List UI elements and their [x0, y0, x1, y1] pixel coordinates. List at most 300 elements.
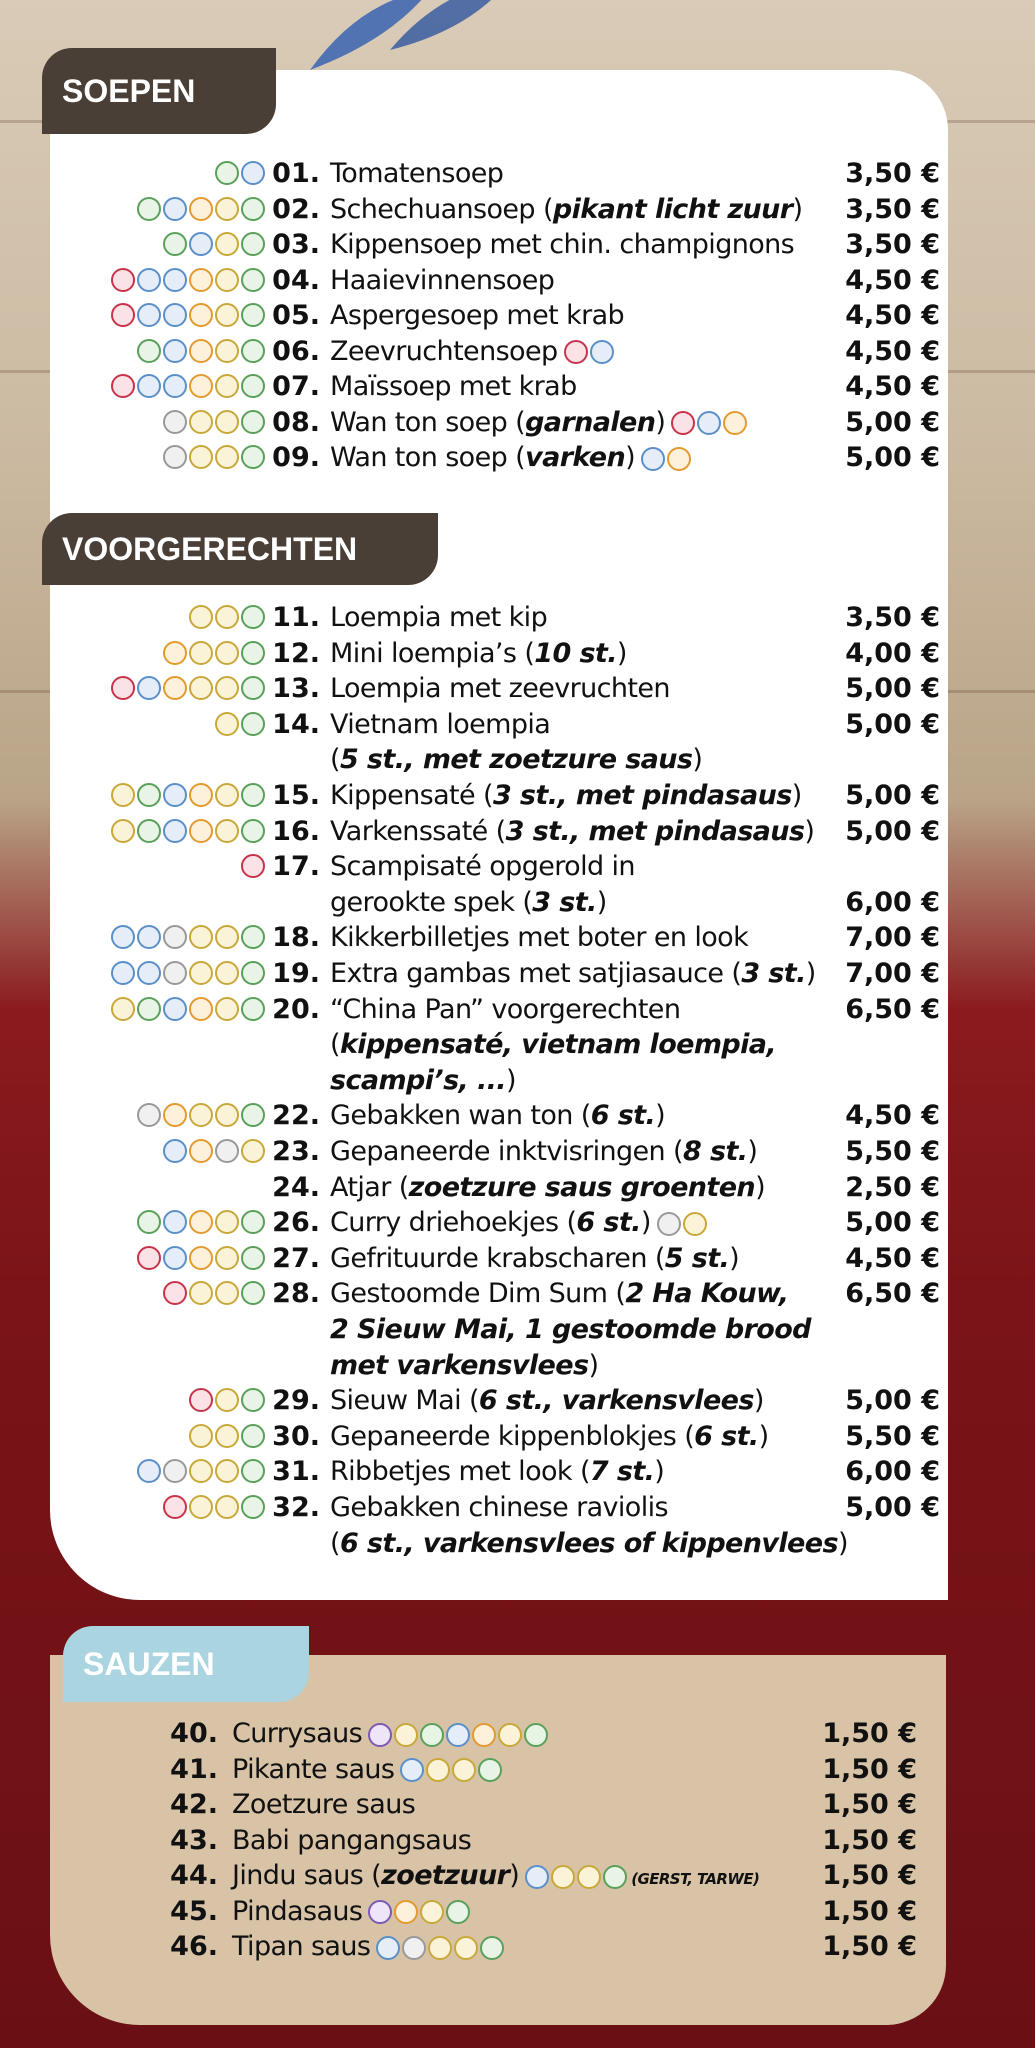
item-name	[330, 335, 614, 369]
item-name-text: gerookte spek (	[330, 886, 533, 918]
item-number: 43.	[170, 1824, 218, 1856]
menu-item-row	[0, 299, 1035, 333]
allergen-icon	[241, 676, 265, 700]
allergen-icons	[137, 1246, 265, 1272]
menu-item-row	[0, 1717, 1035, 1751]
menu-item-row	[0, 1824, 1035, 1858]
item-name-text: Aspergesoep met krab	[330, 300, 625, 331]
allergen-icon	[215, 410, 239, 434]
item-name-rest: )	[509, 1860, 520, 1891]
item-name	[330, 1099, 665, 1133]
allergen-icon	[189, 197, 213, 221]
allergen-icon	[215, 712, 239, 736]
item-name	[330, 1206, 707, 1240]
item-detail: varken	[525, 442, 626, 473]
item-price: 1,50 €	[822, 1895, 917, 1927]
menu-item-row	[0, 1420, 1035, 1454]
allergen-icon	[137, 1103, 161, 1127]
item-number: 04.	[272, 264, 320, 296]
allergen-icons	[215, 161, 265, 187]
allergen-icon	[163, 1459, 187, 1483]
allergen-icons	[137, 1103, 265, 1129]
allergen-icon	[163, 445, 187, 469]
allergen-icons	[163, 445, 265, 471]
item-detail: scampi’s, ...	[330, 1064, 506, 1096]
item-name	[330, 1135, 757, 1169]
allergen-icons	[111, 303, 265, 329]
item-name	[330, 1384, 764, 1418]
allergen-icon	[137, 997, 161, 1021]
allergen-icons	[111, 925, 265, 951]
item-price: 5,00 €	[845, 1385, 940, 1417]
menu-item-row	[0, 1313, 1035, 1347]
allergen-icon	[241, 997, 265, 1021]
allergen-icon	[137, 676, 161, 700]
item-price: 5,00 €	[845, 780, 940, 811]
item-name	[330, 1527, 848, 1561]
item-name-text: Wan ton soep (	[330, 442, 526, 473]
allergen-icon	[241, 605, 265, 629]
leaf-decoration	[300, 0, 520, 70]
menu-item-row	[0, 850, 1035, 884]
item-name-rest: )	[655, 1100, 666, 1132]
allergen-icon	[215, 925, 239, 949]
menu-item-row	[0, 957, 1035, 991]
item-number: 01.	[272, 158, 320, 189]
allergen-icon	[215, 819, 239, 843]
item-name	[330, 743, 702, 777]
allergen-icons	[137, 1210, 265, 1236]
allergen-icon	[189, 445, 213, 469]
item-name-text: Zeevruchtensoep	[330, 335, 558, 367]
menu-item-row	[0, 1206, 1035, 1240]
item-number: 40.	[170, 1718, 218, 1749]
item-name-rest: )	[792, 193, 803, 225]
allergen-icon	[446, 1723, 470, 1747]
item-number: 24.	[272, 1171, 320, 1203]
menu-item-row	[0, 708, 1035, 742]
allergen-icon	[189, 1246, 213, 1270]
allergen-icon	[241, 712, 265, 736]
item-name	[232, 1895, 470, 1929]
item-name-text: Gepaneerde inktvisringen (	[330, 1136, 683, 1167]
allergen-icon	[241, 641, 265, 665]
allergen-icon	[241, 303, 265, 327]
item-price: 4,00 €	[845, 637, 940, 669]
item-detail: met varkensvlees	[330, 1349, 589, 1381]
allergen-icon	[189, 1459, 213, 1483]
menu-item-row	[0, 1859, 1035, 1893]
allergen-icon	[189, 1281, 213, 1305]
item-name-text: Gebakken chinese raviolis	[330, 1492, 668, 1523]
item-price: 5,50 €	[845, 1420, 940, 1452]
allergen-icons	[111, 997, 265, 1023]
item-name	[330, 637, 627, 671]
allergen-icon	[215, 161, 239, 185]
item-name	[232, 1930, 504, 1964]
item-number: 08.	[272, 406, 320, 438]
menu-item-row	[0, 441, 1035, 475]
allergen-icon	[215, 1246, 239, 1270]
item-name-text: Kippensoep met chin. champignons	[330, 229, 795, 260]
allergen-icon	[428, 1936, 452, 1960]
allergen-icon	[697, 411, 721, 435]
allergen-icon	[163, 1139, 187, 1163]
allergen-icon	[452, 1758, 476, 1782]
item-detail: 3 st.	[532, 886, 597, 918]
item-number: 07.	[272, 371, 320, 402]
allergen-icon	[163, 303, 187, 327]
menu-item-row	[0, 815, 1035, 849]
allergen-icon	[215, 232, 239, 256]
item-name	[330, 921, 748, 955]
allergen-icon	[189, 268, 213, 292]
item-name	[330, 815, 814, 849]
allergen-icon	[241, 925, 265, 949]
allergen-icon	[163, 961, 187, 985]
allergen-icon	[400, 1758, 424, 1782]
allergen-icons	[241, 854, 265, 880]
allergen-icon	[111, 819, 135, 843]
item-number: 23.	[272, 1136, 320, 1167]
allergen-icon	[163, 1495, 187, 1519]
item-price: 1,50 €	[822, 1753, 917, 1785]
allergen-icons	[163, 641, 265, 667]
allergen-icon	[163, 197, 187, 221]
item-name-text: Ribbetjes met look (	[330, 1456, 590, 1488]
allergen-icon	[402, 1936, 426, 1960]
allergen-icons	[189, 605, 265, 631]
item-number: 15.	[272, 780, 320, 811]
item-number: 13.	[272, 673, 320, 705]
menu-item-row	[0, 264, 1035, 298]
item-number: 05.	[272, 300, 320, 331]
allergen-icon	[480, 1936, 504, 1960]
item-number: 19.	[272, 958, 320, 989]
allergen-icons-inline	[400, 1758, 502, 1782]
item-detail: 10 st.	[534, 637, 617, 669]
item-price: 1,50 €	[822, 1824, 917, 1856]
menu-item-row	[0, 601, 1035, 635]
allergen-icon	[241, 374, 265, 398]
allergen-icon	[189, 1139, 213, 1163]
allergen-icon	[189, 676, 213, 700]
menu-item-row	[0, 335, 1035, 369]
allergen-icon	[163, 410, 187, 434]
menu-item-row	[0, 921, 1035, 955]
item-price: 4,50 €	[845, 371, 940, 402]
item-number: 44.	[170, 1860, 218, 1891]
item-number: 28.	[272, 1278, 320, 1310]
allergen-icon	[163, 374, 187, 398]
menu-item-row	[0, 1349, 1035, 1383]
item-number: 18.	[272, 922, 320, 954]
item-name-text: Varkenssaté (	[330, 815, 506, 847]
allergen-icon	[189, 819, 213, 843]
allergen-icon	[215, 1103, 239, 1127]
menu-item-row	[0, 886, 1035, 920]
item-price: 4,50 €	[845, 1242, 940, 1274]
allergen-icon	[215, 1139, 239, 1163]
section-header-soepen: SOEPEN	[42, 48, 276, 134]
allergen-icons-inline	[525, 1865, 627, 1889]
allergen-icon	[163, 232, 187, 256]
allergen-icon	[163, 1246, 187, 1270]
item-name-rest: )	[505, 1064, 516, 1096]
allergen-icon	[137, 268, 161, 292]
menu-item-row	[0, 1527, 1035, 1561]
allergen-icon	[426, 1758, 450, 1782]
allergen-icons	[163, 1139, 265, 1165]
item-detail: kippensaté, vietnam loempia,	[339, 1029, 777, 1061]
allergen-icon	[189, 374, 213, 398]
allergen-icon	[215, 374, 239, 398]
item-price: 5,00 €	[845, 1207, 940, 1239]
item-price: 6,00 €	[845, 1456, 940, 1488]
menu-item-row	[0, 993, 1035, 1027]
item-name-text: Haaievinnensoep	[330, 264, 555, 296]
sauce-note: (GERST, TARWE)	[631, 1870, 760, 1888]
allergen-icon	[241, 410, 265, 434]
item-name-text: Tipan saus	[232, 1931, 371, 1962]
item-name	[330, 1313, 811, 1347]
item-number: 46.	[170, 1931, 218, 1962]
allergen-icons-inline	[368, 1723, 548, 1747]
item-name-text: Kippensaté (	[330, 780, 493, 811]
allergen-icon	[577, 1865, 601, 1889]
allergen-icon	[189, 1424, 213, 1448]
allergen-icon	[189, 925, 213, 949]
allergen-icon	[683, 1212, 707, 1236]
menu-item-row	[0, 1455, 1035, 1489]
item-number: 03.	[272, 229, 320, 260]
allergen-icon	[189, 339, 213, 363]
item-price: 3,50 €	[845, 158, 940, 189]
item-detail: zoetzuur	[381, 1860, 510, 1891]
item-price: 7,00 €	[845, 922, 940, 954]
menu-item-row	[0, 406, 1035, 440]
allergen-icon	[241, 961, 265, 985]
allergen-icon	[137, 374, 161, 398]
allergen-icon	[111, 268, 135, 292]
allergen-icon	[241, 1210, 265, 1234]
menu-item-row	[0, 779, 1035, 813]
allergen-icon	[137, 1246, 161, 1270]
item-name-text: Gefrituurde krabscharen (	[330, 1242, 665, 1274]
allergen-icon	[241, 854, 265, 878]
allergen-icon	[215, 1388, 239, 1412]
allergen-icon	[111, 374, 135, 398]
item-number: 41.	[170, 1753, 218, 1785]
allergen-icon	[111, 925, 135, 949]
allergen-icon	[723, 411, 747, 435]
menu-item-row	[0, 1753, 1035, 1787]
item-name	[330, 993, 680, 1027]
allergen-icons	[215, 712, 265, 738]
menu-item-row	[0, 1028, 1035, 1062]
item-detail: 5 st., met zoetzure saus	[339, 744, 693, 776]
allergen-icons	[111, 783, 265, 809]
allergen-icon	[241, 1388, 265, 1412]
item-detail: garnalen	[525, 406, 656, 438]
allergen-icon	[215, 1459, 239, 1483]
item-number: 20.	[272, 993, 320, 1025]
item-name-text: Scampisaté opgerold in	[330, 851, 635, 883]
item-price: 6,50 €	[845, 1278, 940, 1310]
allergen-icon	[189, 1388, 213, 1412]
item-name	[232, 1788, 415, 1822]
item-name-rest: )	[804, 815, 815, 847]
menu-item-row	[0, 743, 1035, 777]
allergen-icons-inline	[368, 1900, 470, 1924]
allergen-icon	[111, 997, 135, 1021]
allergen-icon	[137, 197, 161, 221]
allergen-icon	[241, 1246, 265, 1270]
item-name-rest: )	[747, 1136, 758, 1167]
allergen-icon	[524, 1723, 548, 1747]
allergen-icon	[241, 1424, 265, 1448]
item-detail: 2 Ha Kouw,	[625, 1278, 789, 1310]
item-name-rest: )	[625, 442, 636, 473]
item-number: 26.	[272, 1207, 320, 1239]
allergen-icon	[241, 1103, 265, 1127]
allergen-icons	[111, 819, 265, 845]
allergen-icon	[641, 447, 665, 471]
item-name	[232, 1824, 471, 1858]
allergen-icon	[420, 1723, 444, 1747]
item-number: 11.	[272, 602, 320, 633]
item-number: 27.	[272, 1242, 320, 1274]
item-price: 3,50 €	[845, 193, 940, 225]
allergen-icon	[368, 1900, 392, 1924]
item-detail: 8 st.	[683, 1136, 748, 1167]
item-number: 12.	[272, 637, 320, 669]
item-detail: 6 st.	[694, 1420, 759, 1452]
item-price: 5,00 €	[845, 406, 940, 438]
allergen-icon	[137, 339, 161, 363]
allergen-icon	[111, 783, 135, 807]
item-name-text: (	[330, 1029, 340, 1061]
item-name	[232, 1753, 502, 1787]
item-name	[232, 1717, 548, 1751]
item-name-text: Curry driehoekjes (	[330, 1207, 577, 1239]
item-price: 4,50 €	[845, 300, 940, 331]
item-name-text: Maïssoep met krab	[330, 371, 577, 402]
allergen-icon	[241, 445, 265, 469]
allergen-icon	[454, 1936, 478, 1960]
item-name-text: Mini loempia’s (	[330, 637, 535, 669]
allergen-icon	[111, 961, 135, 985]
allergen-icon	[241, 783, 265, 807]
item-price: 5,00 €	[845, 815, 940, 847]
item-name-text: Atjar (	[330, 1171, 409, 1203]
item-name	[330, 1171, 765, 1205]
allergen-icon	[241, 232, 265, 256]
item-price: 6,00 €	[845, 886, 940, 918]
item-name	[330, 850, 635, 884]
allergen-icon	[189, 605, 213, 629]
menu-item-row	[0, 1171, 1035, 1205]
item-detail: 2 Sieuw Mai, 1 gestoomde brood	[330, 1314, 811, 1345]
allergen-icon	[189, 1103, 213, 1127]
item-number: 02.	[272, 193, 320, 225]
allergen-icon	[215, 783, 239, 807]
allergen-icon	[667, 447, 691, 471]
item-name-rest: )	[655, 406, 666, 438]
allergen-icon	[189, 961, 213, 985]
item-name	[330, 228, 794, 262]
menu-item-row	[0, 157, 1035, 191]
menu-item-row	[0, 1242, 1035, 1276]
allergen-icon	[241, 819, 265, 843]
item-name-text: Gestoomde Dim Sum (	[330, 1278, 626, 1310]
item-price: 1,50 €	[822, 1931, 917, 1962]
allergen-icon	[551, 1865, 575, 1889]
allergen-icon	[189, 997, 213, 1021]
allergen-icon	[163, 641, 187, 665]
item-name-rest: )	[640, 1207, 651, 1239]
item-price: 1,50 €	[822, 1860, 917, 1891]
menu-item-row	[0, 1099, 1035, 1133]
item-number: 09.	[272, 442, 320, 473]
allergen-icon	[137, 783, 161, 807]
allergen-icon	[215, 445, 239, 469]
allergen-icon	[189, 641, 213, 665]
allergen-icon	[603, 1865, 627, 1889]
item-name	[330, 370, 577, 404]
allergen-icon	[215, 268, 239, 292]
item-name	[232, 1859, 759, 1896]
item-price: 3,50 €	[845, 229, 940, 260]
allergen-icon	[478, 1758, 502, 1782]
allergen-icon	[472, 1723, 496, 1747]
allergen-icon	[189, 303, 213, 327]
section-header-voorgerechten: VOORGERECHTEN	[42, 513, 438, 585]
item-name	[330, 601, 547, 635]
item-number: 16.	[272, 815, 320, 847]
allergen-icon	[376, 1936, 400, 1960]
item-name-text: Sieuw Mai (	[330, 1385, 479, 1417]
item-name-text: Babi pangangsaus	[232, 1824, 472, 1856]
item-price: 2,50 €	[845, 1171, 940, 1203]
item-price: 5,00 €	[845, 708, 940, 740]
item-name-rest: )	[692, 744, 703, 776]
allergen-icon	[163, 268, 187, 292]
item-name-text: Loempia met kip	[330, 602, 548, 633]
item-name	[330, 406, 747, 440]
allergen-icon	[564, 340, 588, 364]
allergen-icon	[189, 783, 213, 807]
menu-item-row	[0, 1491, 1035, 1525]
allergen-icons	[163, 1281, 265, 1307]
item-detail: 6 st.	[590, 1100, 656, 1132]
item-name-rest: )	[758, 1420, 769, 1452]
item-name-text: Pikante saus	[232, 1753, 395, 1785]
allergen-icons	[189, 1424, 265, 1450]
item-price: 5,00 €	[845, 1492, 940, 1523]
allergen-icons	[163, 1495, 265, 1521]
allergen-icon	[137, 303, 161, 327]
allergen-icons	[111, 374, 265, 400]
allergen-icon	[163, 676, 187, 700]
allergen-icon	[189, 410, 213, 434]
allergen-icon	[163, 1103, 187, 1127]
allergen-icon	[241, 197, 265, 221]
allergen-icon	[394, 1723, 418, 1747]
menu-item-row	[0, 1064, 1035, 1098]
item-name-text: Gepaneerde kippenblokjes (	[330, 1420, 695, 1452]
allergen-icon	[215, 641, 239, 665]
